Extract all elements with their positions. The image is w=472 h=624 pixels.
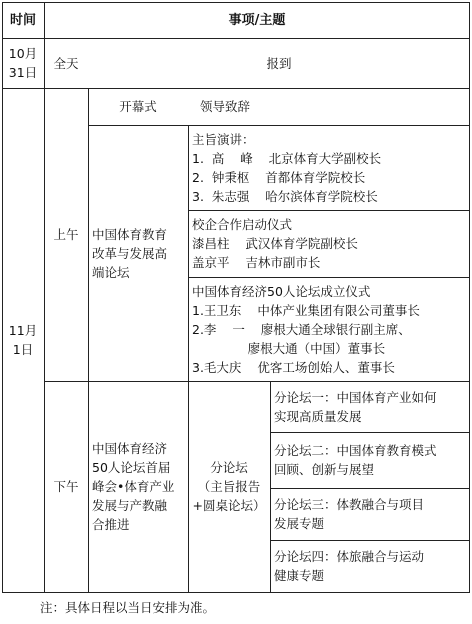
cooperation-person-2: 盖京平 吉林市副市长 bbox=[192, 255, 321, 270]
event-registration: 报到 bbox=[266, 55, 292, 71]
subforum-4-line1: 分论坛四：体旅融合与运动 bbox=[274, 549, 425, 564]
subforum-1 bbox=[270, 381, 470, 432]
education-forum-title bbox=[88, 125, 188, 381]
subforum-3 bbox=[270, 488, 470, 540]
economy-forum-person-2: 2.李 一 廖根大通全球银行副主席、 bbox=[192, 321, 411, 337]
subforum-3-line2: 发展专题 bbox=[274, 516, 325, 531]
subforum-1-line2: 实现高质量发展 bbox=[274, 408, 362, 424]
education-forum-title-line1: 中国体育教育 bbox=[92, 226, 168, 242]
keynote-speaker-3: 3. 朱志强 哈尔滨体育学院校长 bbox=[192, 188, 378, 204]
keynote-speaker-2: 2. 钟秉枢 首都体育学院校长 bbox=[192, 169, 366, 185]
date-nov1-line2: 1日 bbox=[12, 342, 34, 357]
date-oct31 bbox=[2, 38, 44, 88]
cooperation-block bbox=[188, 210, 470, 277]
summit-title bbox=[88, 381, 188, 592]
summit-title-line3: 峰会•体育产业 bbox=[92, 479, 175, 494]
subforum-format-line1: 分论坛 bbox=[210, 460, 248, 475]
header-time: 时间 bbox=[9, 12, 36, 28]
date-nov1 bbox=[2, 88, 44, 592]
summit-title-line5: 合推进 bbox=[92, 517, 130, 532]
table-border-bottom bbox=[2, 592, 470, 593]
period-afternoon: 下午 bbox=[53, 479, 79, 494]
economy-forum-person-3: 3.毛大庆 优客工场创始人、董事长 bbox=[192, 359, 395, 375]
subforum-format bbox=[188, 381, 270, 592]
period-morning: 上午 bbox=[53, 227, 79, 242]
summit-title-line2: 50人论坛首届 bbox=[92, 460, 171, 475]
education-forum-title-line3: 端论坛 bbox=[92, 264, 130, 280]
education-forum-title-line2: 改革与发展高 bbox=[92, 245, 168, 261]
cooperation-heading: 校企合作启动仪式 bbox=[192, 217, 293, 232]
cooperation-person-1: 漆昌柱 武汉体育学院副校长 bbox=[192, 236, 358, 251]
summit-title-line1: 中国体育经济 bbox=[92, 441, 168, 456]
period-all-day: 全天 bbox=[53, 55, 79, 71]
subforum-2-line1: 分论坛二：中国体育教育模式 bbox=[274, 443, 437, 458]
date-oct31-line2: 31日 bbox=[8, 65, 38, 80]
keynote-heading: 主旨演讲： bbox=[192, 131, 255, 147]
opening-ceremony-title: 开幕式 bbox=[119, 99, 157, 114]
subforum-2 bbox=[270, 432, 470, 488]
subforum-format-line3: +圆桌论坛） bbox=[192, 498, 266, 513]
opening-ceremony-content: 领导致辞 bbox=[200, 99, 251, 114]
keynote-speaker-1: 1. 高 峰 北京体育大学副校长 bbox=[192, 150, 382, 166]
subforum-2-line2: 回顾、创新与展望 bbox=[274, 462, 375, 477]
economy-forum-block bbox=[188, 277, 470, 381]
summit-title-line4: 发展与产教融 bbox=[92, 498, 168, 513]
header-topic: 事项/主题 bbox=[228, 12, 286, 28]
date-oct31-line1: 10月 bbox=[8, 46, 38, 61]
economy-forum-person-2-cont: 廖根大通（中国）董事长 bbox=[192, 340, 386, 356]
schedule-note: 注：具体日程以当日安排为准。 bbox=[40, 600, 216, 615]
subforum-3-line1: 分论坛三：体教融合与项目 bbox=[274, 497, 425, 512]
subforum-1-line1: 分论坛一：中国体育产业如何 bbox=[274, 389, 437, 405]
subforum-format-line2: （主旨报告 bbox=[197, 479, 261, 494]
economy-forum-heading: 中国体育经济50人论坛成立仪式 bbox=[192, 283, 371, 299]
keynote-block bbox=[188, 125, 470, 210]
date-nov1-line1: 11月 bbox=[8, 323, 38, 338]
subforum-4-line2: 健康专题 bbox=[274, 568, 325, 583]
subforum-4 bbox=[270, 540, 470, 592]
economy-forum-person-1: 1.王卫东 中体产业集团有限公司董事长 bbox=[192, 302, 420, 318]
